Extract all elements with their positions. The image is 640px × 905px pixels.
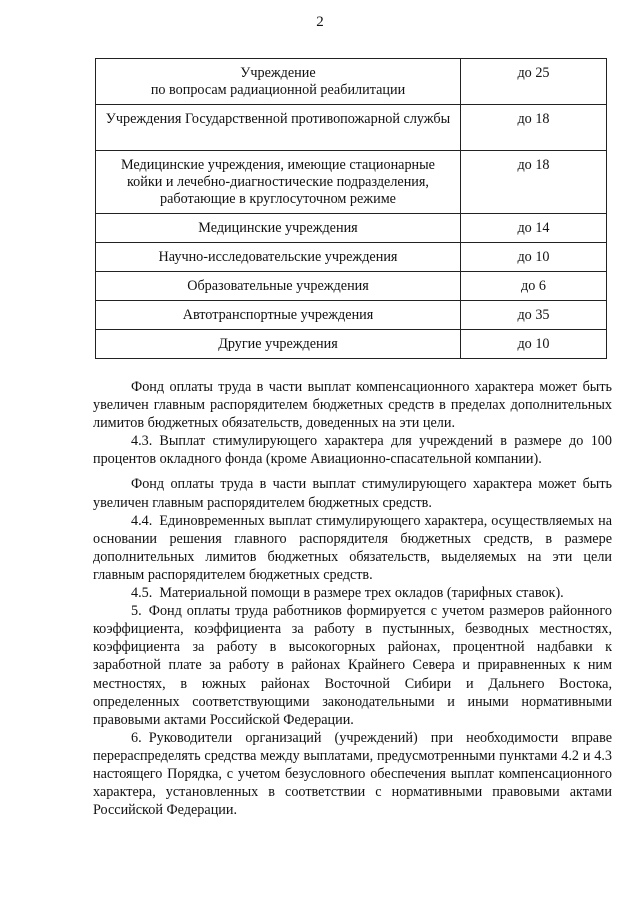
paragraph-compensation-fund: Фонд оплаты труда в части выплат компенсационного характера может быть увеличен главным распорядителем бюджетных средств в пределах дополнительных лимитов бюджетных обязательств, доведенных на эти цели. [93, 379, 612, 432]
table-row [96, 59, 607, 105]
table-row [96, 243, 607, 272]
institution-name-cell: Другие учреждения [96, 330, 461, 359]
institutions-table [95, 58, 607, 359]
paragraph-5: 5. Фонд оплаты труда работников формируется с учетом размеров районного коэффициента, коэффициента за работу в пустынных, безводных местностях, коэффициента за работу в высокогорных районах, процентной надбавки к заработной плате за работу в районах Крайнего Севера и приравненных к ним местностях, в южных районах Восточной Сибири и Дальнего Востока, определенных соответствующими законодательными и иными нормативными правовыми актами Российской Федерации. [93, 603, 612, 728]
paragraph-4-4: 4.4. Единовременных выплат стимулирующего характера, осуществляемых на основании решения главного распорядителя бюджетных средств, в размере дополнительных лимитов бюджетных обязательств, выделяемых на эти цели главным распорядителем бюджетных средств. [93, 512, 612, 583]
institution-name-cell: Учреждения Государственной противопожарной службы [96, 105, 461, 151]
rate-cell: до 25 [460, 59, 606, 105]
rate-cell: до 10 [460, 330, 606, 359]
paragraph-4-3: 4.3. Выплат стимулирующего характера для учреждений в размере до 100 процентов окладного фонда (кроме Авиационно-спасательной компании). [93, 433, 612, 468]
rate-cell: до 6 [460, 272, 606, 301]
table-row [96, 214, 607, 243]
document-body [93, 378, 612, 819]
table-row [96, 151, 607, 214]
institution-name-cell: Автотранспортные учреждения [96, 301, 461, 330]
paragraph-incentive-fund: Фонд оплаты труда в части выплат стимулирующего характера может быть увеличен главным распорядителем бюджетных средств. [93, 476, 612, 511]
table-row [96, 330, 607, 359]
table-row [96, 301, 607, 330]
rate-cell: до 14 [460, 214, 606, 243]
paragraph-4-5: 4.5. Материальной помощи в размере трех окладов (тарифных ставок). [131, 585, 564, 602]
table-row [96, 105, 607, 151]
institution-name-cell: Медицинские учреждения, имеющие стационарные койки и лечебно-диагностические подразделения, работающие в круглосуточном режиме [96, 151, 461, 214]
rate-cell: до 18 [460, 105, 606, 151]
institution-name-cell: Медицинские учреждения [96, 214, 461, 243]
institution-name-cell: Учреждение по вопросам радиационной реабилитации [96, 59, 461, 105]
paragraph-6: 6. Руководители организаций (учреждений) при необходимости вправе перераспределять средства между выплатами, предусмотренными пунктами 4.2 и 4.3 настоящего Порядка, с учетом безусловного обеспечения выплат компенсационного характера, установленных в соответствии с нормативными правовыми актами Российской Федерации. [93, 729, 612, 819]
rate-cell: до 18 [460, 151, 606, 214]
institution-name-cell: Образовательные учреждения [96, 272, 461, 301]
institution-name-cell: Научно-исследовательские учреждения [96, 243, 461, 272]
rate-cell: до 10 [460, 243, 606, 272]
table-row [96, 272, 607, 301]
rate-cell: до 35 [460, 301, 606, 330]
page-number: 2 [316, 14, 324, 30]
